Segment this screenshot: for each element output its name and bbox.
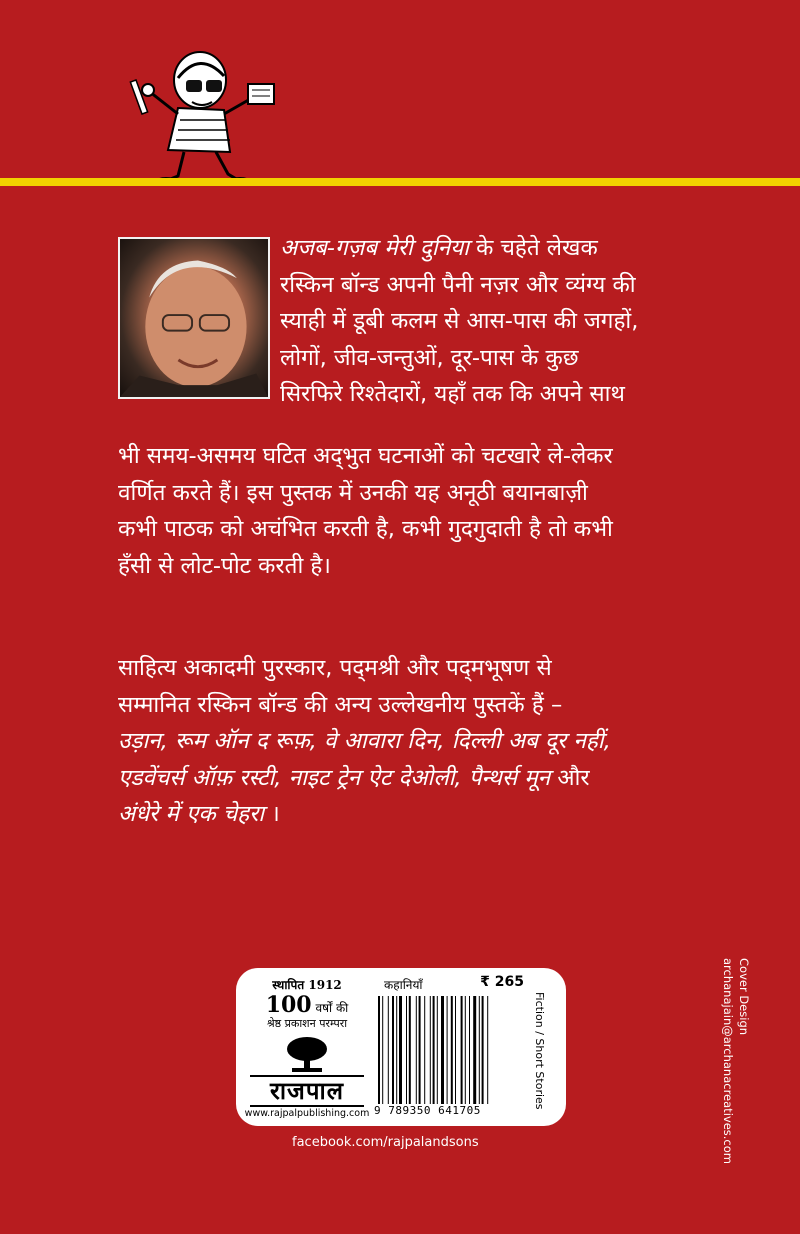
tree-logo-icon <box>284 1035 330 1073</box>
awards-line: सम्मानित रस्किन बॉन्ड की अन्य उल्लेखनीय पुस्तकें हैं – <box>118 691 563 718</box>
barcode-bar <box>388 996 389 1104</box>
isbn-digits: 9 789350 641705 <box>374 1104 481 1117</box>
book-title: अजब-गज़ब मेरी दुनिया <box>280 235 469 261</box>
blurb-line: रस्किन बॉन्ड अपनी पैनी नज़र और व्यंग्य की <box>280 271 636 298</box>
other-books-line: उड़ान, रूम ऑन द रूफ़, वे आवारा दिन, दिल्ली अब दूर नहीं, <box>118 728 611 754</box>
barcode-bar <box>392 996 394 1104</box>
barcode-bar <box>447 996 448 1104</box>
other-books-line: एडवेंचर्स ऑफ़ रस्टी, नाइट ट्रेन ऐट देओली, पैन्थर्स मून <box>118 764 551 791</box>
blurb-line: भी समय-असमय घटित अद्‌भुत घटनाओं को चटखारे ले-लेकर <box>118 443 613 469</box>
blurb-line: स्याही में डूबी कलम से आस-पास की जगहों, <box>280 308 639 334</box>
barcode-bar <box>424 996 425 1104</box>
cover-design-credit <box>720 958 752 1198</box>
barcode-card <box>236 968 566 1126</box>
facebook-link[interactable]: facebook.com/rajpalandsons <box>292 1135 479 1150</box>
barcode-bar <box>416 996 417 1104</box>
genre-label: कहानियाँ <box>384 978 423 992</box>
barcode-bar <box>399 996 402 1104</box>
cover-design-label: Cover Design <box>737 958 751 1036</box>
blurb-continued <box>118 438 688 584</box>
barcode-bar <box>482 996 484 1104</box>
yellow-divider-band <box>0 178 800 186</box>
barcode-bar <box>487 996 488 1104</box>
barcode-bar <box>465 996 466 1104</box>
barcode-bar <box>396 996 397 1104</box>
blurb-line: कभी पाठक को अचंभित करती है, कभी गुदगुदाती है तो कभी <box>118 516 613 542</box>
awards-paragraph <box>118 650 688 833</box>
blurb-line: वर्णित करते हैं। इस पुस्तक में उनकी यह अनूठी बयानबाज़ी <box>118 479 588 506</box>
established-year: स्थापित 1912 <box>272 978 342 992</box>
publisher-website: www.rajpalpublishing.com <box>244 1108 370 1119</box>
publisher-logo: राजपाल <box>250 1075 364 1107</box>
publisher-tagline: श्रेष्ठ प्रकाशन परम्परा <box>266 1017 348 1030</box>
barcode-bar <box>430 996 431 1104</box>
barcode-bar <box>433 996 435 1104</box>
category-label: Fiction / Short Stories <box>533 992 546 1110</box>
price-label: ₹ 265 <box>480 974 524 990</box>
barcode-bar <box>451 996 453 1104</box>
barcode-bar <box>441 996 444 1104</box>
other-books-line: अंधेरे में एक चेहरा <box>118 801 265 827</box>
barcode-bar <box>473 996 476 1104</box>
barcode-bar <box>382 996 383 1104</box>
blurb-line: हँसी से लोट-पोट करती है। <box>118 552 331 579</box>
blurb-line: सिरफिरे रिश्तेदारों, यहाँ तक कि अपने साथ <box>280 381 625 407</box>
years-text: वर्षों की <box>311 1001 349 1015</box>
full-stop: । <box>264 801 280 827</box>
writer-cartoon-illustration <box>120 40 300 190</box>
years-number: 100 <box>265 992 312 1018</box>
barcode-bar <box>461 996 463 1104</box>
cover-design-email: archanajain@archanacreatives.com <box>721 958 735 1164</box>
barcode-bar <box>437 996 438 1104</box>
barcode-bar <box>378 996 380 1104</box>
barcode-bar <box>469 996 470 1104</box>
awards-line: साहित्य अकादमी पुरस्कार, पद्‌मश्री और पद्‌मभूषण से <box>118 655 552 681</box>
blurb-line: लोगों, जीव-जन्तुओं, दूर-पास के कुछ <box>280 344 579 371</box>
blurb-intro <box>280 230 685 413</box>
barcode-bar <box>406 996 407 1104</box>
conjunction: और <box>550 764 590 791</box>
publisher-block <box>242 974 372 1120</box>
barcode-bar <box>409 996 411 1104</box>
barcode-bar <box>419 996 421 1104</box>
blurb-line: के चहेते लेखक <box>469 235 598 261</box>
author-photo <box>118 237 270 399</box>
barcode-bar <box>455 996 456 1104</box>
isbn-barcode <box>376 996 526 1104</box>
barcode-bar <box>479 996 480 1104</box>
